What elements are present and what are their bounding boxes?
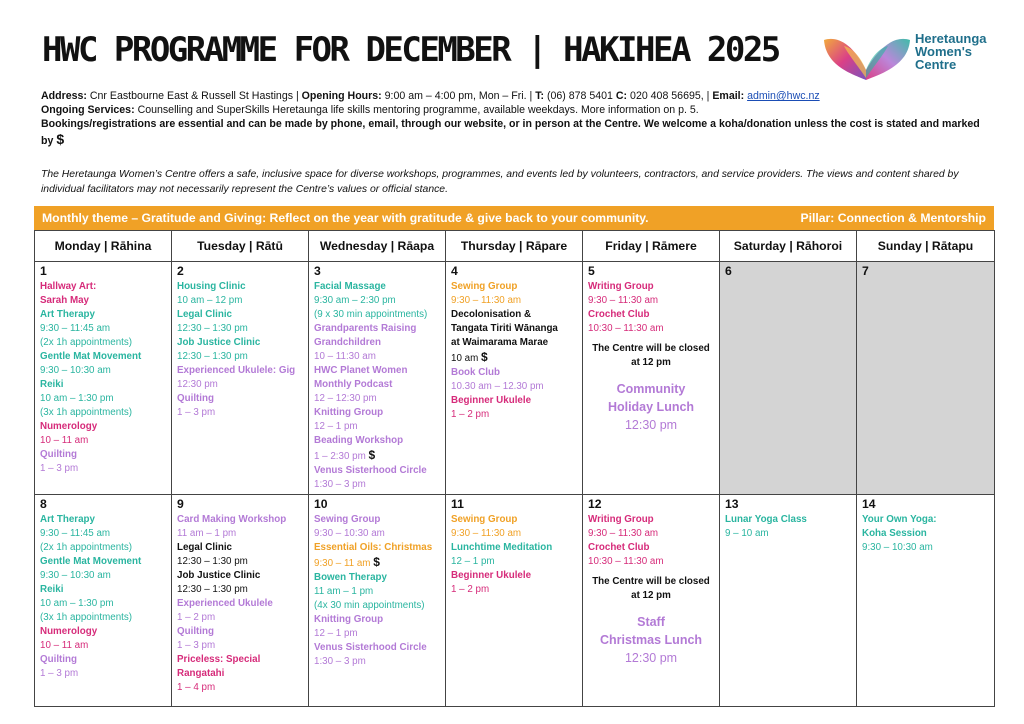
event-text: Koha Session <box>862 528 927 539</box>
day-number: 12 <box>588 497 602 511</box>
event-title <box>177 653 303 667</box>
event-text: Essential Oils: Christmas <box>314 542 433 553</box>
event-text: 11 am – 1 pm <box>177 528 237 539</box>
event-time <box>40 406 166 420</box>
event-title <box>314 322 440 336</box>
event-text: Beading Workshop <box>314 435 404 446</box>
event-title <box>314 513 440 527</box>
event-text: Bowen Therapy <box>314 572 387 583</box>
event-text: (2x 1h appointments) <box>40 542 133 553</box>
event-title <box>314 364 440 378</box>
event-text: 9:30 – 11:30 am <box>588 295 659 306</box>
event-title <box>177 392 303 406</box>
day-number: 8 <box>40 497 47 511</box>
day-cell <box>172 262 309 495</box>
event-text: Beginner Ukulele <box>451 395 532 406</box>
event-title <box>40 625 166 639</box>
day-cell <box>720 262 857 495</box>
event-title <box>451 322 577 336</box>
closed-notice <box>588 342 714 370</box>
event-time <box>40 667 166 681</box>
event-text: 9 – 10 am <box>725 528 769 539</box>
event-text: Gentle Mat Movement <box>40 556 142 567</box>
event-text: 9:30 – 10:30 am <box>862 542 933 553</box>
week-row <box>35 495 995 707</box>
day-number: 7 <box>862 264 869 278</box>
event-time <box>314 599 440 613</box>
event-time <box>588 294 714 308</box>
event-text: Sewing Group <box>314 514 381 525</box>
event-title <box>451 513 577 527</box>
event-text: Crochet Club <box>588 542 650 553</box>
day-number: 4 <box>451 264 458 278</box>
event-text: Book Club <box>451 367 500 378</box>
day-cell <box>172 495 309 707</box>
event-text: 12:30 pm <box>177 379 218 390</box>
event-time <box>451 555 577 569</box>
day-cell <box>309 262 446 495</box>
event-title <box>177 513 303 527</box>
event-title <box>40 583 166 597</box>
special-event-time: 12:30 pm <box>624 651 678 665</box>
event-time <box>314 627 440 641</box>
logo-line-2: Women's <box>915 44 973 59</box>
day-cell <box>446 262 583 495</box>
event-text: 12:30 – 1:30 pm <box>177 351 248 362</box>
event-title <box>451 541 577 555</box>
day-cell <box>857 262 995 495</box>
ongoing-label: Ongoing Services: <box>41 104 135 117</box>
cost-dollar-sign: $ <box>480 350 488 364</box>
event-title <box>177 308 303 322</box>
event-time <box>314 585 440 599</box>
event-text: Experienced Ukulele <box>177 598 273 609</box>
event-text: Numerology <box>40 421 98 432</box>
email-link[interactable]: admin@hwc.nz <box>747 90 820 102</box>
event-text: Crochet Club <box>588 309 650 320</box>
day-cell <box>35 495 172 707</box>
event-text: (2x 1h appointments) <box>40 337 133 348</box>
event-text: 1:30 – 3 pm <box>314 656 366 667</box>
event-text: Your Own Yoga: <box>862 514 937 525</box>
event-title <box>588 308 714 322</box>
event-title <box>177 597 303 611</box>
event-time <box>40 434 166 448</box>
event-text: 12 – 1 pm <box>314 421 358 432</box>
event-time <box>588 527 714 541</box>
event-text: 12 – 1 pm <box>314 628 358 639</box>
event-title <box>177 625 303 639</box>
event-title <box>314 613 440 627</box>
event-text: 9:30 – 11:45 am <box>40 323 111 334</box>
header-friday: Friday | Rāmere <box>583 231 720 262</box>
event-text: Writing Group <box>588 281 654 292</box>
event-time <box>40 639 166 653</box>
day-number: 3 <box>314 264 321 278</box>
event-title <box>451 366 577 380</box>
event-text: 9:30 – 11:30 am <box>451 295 522 306</box>
email-label: Email: <box>712 90 745 102</box>
theme-bar <box>34 206 994 230</box>
event-text: at Waimarama Marae <box>451 337 549 348</box>
event-time <box>177 583 303 597</box>
event-time <box>314 350 440 364</box>
event-text: Gentle Mat Movement <box>40 351 142 362</box>
event-time <box>314 420 440 434</box>
event-text: Beginner Ukulele <box>451 570 532 581</box>
event-text: Experienced Ukulele: Gig <box>177 365 296 376</box>
event-text: Sewing Group <box>451 281 518 292</box>
event-text: 1:30 – 3 pm <box>314 479 366 490</box>
event-title <box>314 541 440 555</box>
logo-line-1: Heretaunga <box>915 31 987 46</box>
day-cell <box>309 495 446 707</box>
intro-text: The Heretaunga Women’s Centre offers a safe, inclusive space for diverse workshops, programmes, and events led by volunteers, contractors, and service providers. The views and content shared by individual facilitators may not necessarily represent the Centre’s values or official stance. <box>41 169 959 195</box>
event-title <box>314 406 440 420</box>
event-text: Lunchtime Meditation <box>451 542 553 553</box>
event-time <box>314 527 440 541</box>
event-text: 10 am – 12 pm <box>177 295 243 306</box>
event-text: 10.30 am – 12.30 pm <box>451 381 544 392</box>
event-text: Quilting <box>40 449 78 460</box>
event-text: (3x 1h appointments) <box>40 612 133 623</box>
event-time <box>40 364 166 378</box>
event-text: (9 x 30 min appointments) <box>314 309 428 320</box>
event-time <box>588 322 714 336</box>
event-text: Writing Group <box>588 514 654 525</box>
cost-dollar-sign: $ <box>373 555 380 569</box>
event-text: 1 – 4 pm <box>177 682 216 693</box>
event-title <box>40 448 166 462</box>
event-text: 10 – 11:30 am <box>314 351 376 362</box>
day-cell <box>583 262 720 495</box>
event-text: Hallway Art: <box>40 281 97 292</box>
event-text: Legal Clinic <box>177 309 232 320</box>
event-text: Priceless: Special <box>177 654 261 665</box>
page-title: HWC PROGRAMME FOR DECEMBER | HAKIHEA 2025 <box>42 30 779 70</box>
event-time <box>314 448 440 464</box>
event-text: 11 am – 1 pm <box>314 586 374 597</box>
event-text: 9:30 am – 2:30 pm <box>314 295 396 306</box>
cell-label: C: <box>615 90 628 102</box>
event-text: Quilting <box>40 654 78 665</box>
monthly-theme: Monthly theme – Gratitude and Giving: Reflect on the year with gratitude & give back to your community. <box>42 211 649 225</box>
address-value: Cnr Eastbourne East & Russell St Hastings | <box>89 90 302 102</box>
event-title <box>314 336 440 350</box>
calendar <box>34 206 994 705</box>
event-time <box>725 527 851 541</box>
closed-notice-line: The Centre will be closed <box>592 343 710 354</box>
bookings-text: Bookings/registrations are essential and can be made by phone, email, through our website, or in person at the Centre. We welcome a koha/donation unless the cost is stated and marked by <box>41 118 980 147</box>
event-title <box>862 527 989 541</box>
event-title <box>314 280 440 294</box>
header-sunday: Sunday | Rātapu <box>857 231 995 262</box>
special-event-title: Christmas Lunch <box>599 633 703 647</box>
event-title <box>314 378 440 392</box>
event-title <box>451 394 577 408</box>
special-event-time: 12:30 pm <box>624 418 678 432</box>
event-text: 1 – 3 pm <box>177 640 216 651</box>
event-time <box>40 336 166 350</box>
event-text: Quilting <box>177 626 215 637</box>
logo-wordmark <box>915 32 987 71</box>
event-time <box>177 322 303 336</box>
day-number: 5 <box>588 264 595 278</box>
event-time <box>177 555 303 569</box>
event-text: 9:30 – 10:30 am <box>314 528 385 539</box>
event-text: Reiki <box>40 379 64 390</box>
header-monday: Monday | Rāhina <box>35 231 172 262</box>
event-title <box>451 336 577 350</box>
event-time <box>314 308 440 322</box>
event-time <box>862 541 989 555</box>
hours-label: Opening Hours: <box>301 90 382 102</box>
day-number: 1 <box>40 264 47 278</box>
event-title <box>451 569 577 583</box>
ongoing-line <box>41 103 991 117</box>
event-time <box>314 555 440 571</box>
event-title <box>451 308 577 322</box>
event-text: Card Making Workshop <box>177 514 287 525</box>
event-time <box>40 462 166 476</box>
contact-line <box>41 89 991 103</box>
event-text: Lunar Yoga Class <box>725 514 807 525</box>
event-title <box>314 464 440 478</box>
event-time <box>177 350 303 364</box>
event-time <box>177 639 303 653</box>
event-title <box>40 280 166 294</box>
butterfly-logo-icon <box>822 30 912 86</box>
event-time <box>314 655 440 669</box>
day-number: 2 <box>177 264 184 278</box>
event-text: 1 – 3 pm <box>40 668 79 679</box>
week-row <box>35 262 995 495</box>
day-cell <box>720 495 857 707</box>
day-cell <box>857 495 995 707</box>
event-text: Job Justice Clinic <box>177 337 261 348</box>
event-title <box>177 541 303 555</box>
event-text: 10 am – 1:30 pm <box>40 393 114 404</box>
day-number: 14 <box>862 497 876 511</box>
event-text: 12:30 – 1:30 pm <box>177 556 248 567</box>
hwc-logo <box>822 30 1007 88</box>
event-time <box>451 350 577 366</box>
event-time <box>451 583 577 597</box>
event-text: (4x 30 min appointments) <box>314 600 425 611</box>
event-text: 12 – 12:30 pm <box>314 393 377 404</box>
event-time <box>451 527 577 541</box>
special-event-title: Holiday Lunch <box>607 400 695 414</box>
header-tuesday: Tuesday | Rātū <box>172 231 309 262</box>
event-title <box>588 541 714 555</box>
event-text: 9:30 – 10:30 am <box>40 570 111 581</box>
event-text: Sarah May <box>40 295 90 306</box>
event-time <box>177 611 303 625</box>
day-number: 6 <box>725 264 732 278</box>
event-text: 10 am – 1:30 pm <box>40 598 114 609</box>
event-text: Art Therapy <box>40 309 95 320</box>
event-title <box>40 294 166 308</box>
phone-value: (06) 878 5401 <box>546 90 616 102</box>
bookings-line <box>41 117 991 147</box>
day-number: 9 <box>177 497 184 511</box>
special-event <box>588 613 714 667</box>
event-text: (3x 1h appointments) <box>40 407 133 418</box>
event-text: 1 – 2 pm <box>451 584 490 595</box>
dollar-sign: $ <box>56 130 65 147</box>
header-wednesday: Wednesday | Rāapa <box>309 231 446 262</box>
event-text: 10 – 11 am <box>40 640 89 651</box>
header-thursday: Thursday | Rāpare <box>446 231 583 262</box>
event-text: Job Justice Clinic <box>177 570 261 581</box>
cell-value: 020 408 56695, | <box>630 90 713 102</box>
day-cell <box>35 262 172 495</box>
event-title <box>40 378 166 392</box>
event-text: 9:30 – 11 am <box>314 558 371 569</box>
event-title <box>588 513 714 527</box>
event-time <box>40 597 166 611</box>
event-title <box>40 653 166 667</box>
contact-info <box>41 89 991 148</box>
event-text: 12:30 – 1:30 pm <box>177 584 248 595</box>
event-text: HWC Planet Women <box>314 365 408 376</box>
event-time <box>177 681 303 695</box>
event-text: Tangata Tiriti Wānanga <box>451 323 558 334</box>
event-text: Knitting Group <box>314 614 384 625</box>
event-title <box>177 667 303 681</box>
event-text: Monthly Podcast <box>314 379 393 390</box>
address-label: Address: <box>41 90 87 102</box>
event-text: 1 – 2 pm <box>177 612 216 623</box>
event-text: Rangatahi <box>177 668 225 679</box>
closed-notice <box>588 575 714 603</box>
event-text: Housing Clinic <box>177 281 246 292</box>
event-text: 9:30 – 10:30 am <box>40 365 111 376</box>
event-text: Grandparents Raising <box>314 323 417 334</box>
logo-line-3: Centre <box>915 57 957 72</box>
pillar: Pillar: Connection & Mentorship <box>800 211 986 225</box>
event-text: Quilting <box>177 393 215 404</box>
event-text: Knitting Group <box>314 407 384 418</box>
event-title <box>588 280 714 294</box>
event-time <box>588 555 714 569</box>
event-title <box>40 555 166 569</box>
weekday-header-row <box>35 231 995 262</box>
event-title <box>725 513 851 527</box>
event-time <box>40 611 166 625</box>
event-text: 9:30 – 11:30 am <box>588 528 659 539</box>
special-event-title: Staff <box>637 615 665 629</box>
header-saturday: Saturday | Rāhoroi <box>720 231 857 262</box>
event-time <box>177 294 303 308</box>
closed-notice-line: at 12 pm <box>631 590 671 601</box>
event-time <box>40 541 166 555</box>
event-time <box>314 478 440 492</box>
event-text: 10 am <box>451 353 479 364</box>
event-title <box>314 641 440 655</box>
event-text: 10:30 – 11:30 am <box>588 323 664 334</box>
event-text: Venus Sisterhood Circle <box>314 465 427 476</box>
cost-dollar-sign: $ <box>368 448 376 462</box>
event-text: 9:30 – 11:45 am <box>40 528 111 539</box>
event-text: 1 – 2:30 pm <box>314 451 366 462</box>
event-time <box>40 392 166 406</box>
event-title <box>177 280 303 294</box>
event-title <box>40 308 166 322</box>
event-text: 1 – 2 pm <box>451 409 490 420</box>
event-text: Sewing Group <box>451 514 518 525</box>
event-title <box>40 350 166 364</box>
event-time <box>451 380 577 394</box>
event-title <box>314 571 440 585</box>
event-text: Art Therapy <box>40 514 95 525</box>
event-text: Numerology <box>40 626 98 637</box>
special-event-title: Community <box>616 382 686 396</box>
event-text: Facial Massage <box>314 281 386 292</box>
event-title <box>177 336 303 350</box>
event-title <box>177 364 303 378</box>
day-number: 11 <box>451 497 464 511</box>
day-cell <box>446 495 583 707</box>
event-title <box>314 434 440 448</box>
hours-value: 9:00 am – 4:00 pm, Mon – Fri. | <box>384 90 536 102</box>
event-time <box>177 406 303 420</box>
event-text: 1 – 3 pm <box>177 407 216 418</box>
event-text: 1 – 3 pm <box>40 463 79 474</box>
event-text: 10:30 – 11:30 am <box>588 556 664 567</box>
event-text: Grandchildren <box>314 337 381 348</box>
day-number: 10 <box>314 497 328 511</box>
day-number: 13 <box>725 497 739 511</box>
event-text: 9:30 – 11:30 am <box>451 528 522 539</box>
special-event <box>588 380 714 434</box>
event-time <box>451 408 577 422</box>
event-text: Reiki <box>40 584 64 595</box>
event-time <box>314 392 440 406</box>
event-time <box>314 294 440 308</box>
closed-notice-line: at 12 pm <box>631 357 671 368</box>
event-title <box>40 513 166 527</box>
event-title <box>451 280 577 294</box>
event-title <box>40 420 166 434</box>
calendar-table <box>34 230 995 707</box>
event-time <box>40 527 166 541</box>
event-time <box>40 322 166 336</box>
ongoing-value: Counselling and SuperSkills Heretaunga life skills mentoring programme, available weekdays. More information on p. 5. <box>137 104 699 117</box>
phone-label: T: <box>535 90 545 102</box>
event-time <box>40 569 166 583</box>
event-text: Legal Clinic <box>177 542 232 553</box>
event-text: Decolonisation & <box>451 309 532 320</box>
event-title <box>862 513 989 527</box>
day-cell <box>583 495 720 707</box>
event-time <box>177 378 303 392</box>
event-text: 12:30 – 1:30 pm <box>177 323 248 334</box>
event-text: 12 – 1 pm <box>451 556 495 567</box>
event-text: 10 – 11 am <box>40 435 89 446</box>
event-text: Venus Sisterhood Circle <box>314 642 427 653</box>
closed-notice-line: The Centre will be closed <box>592 576 710 587</box>
event-title <box>177 569 303 583</box>
event-time <box>451 294 577 308</box>
event-time <box>177 527 303 541</box>
